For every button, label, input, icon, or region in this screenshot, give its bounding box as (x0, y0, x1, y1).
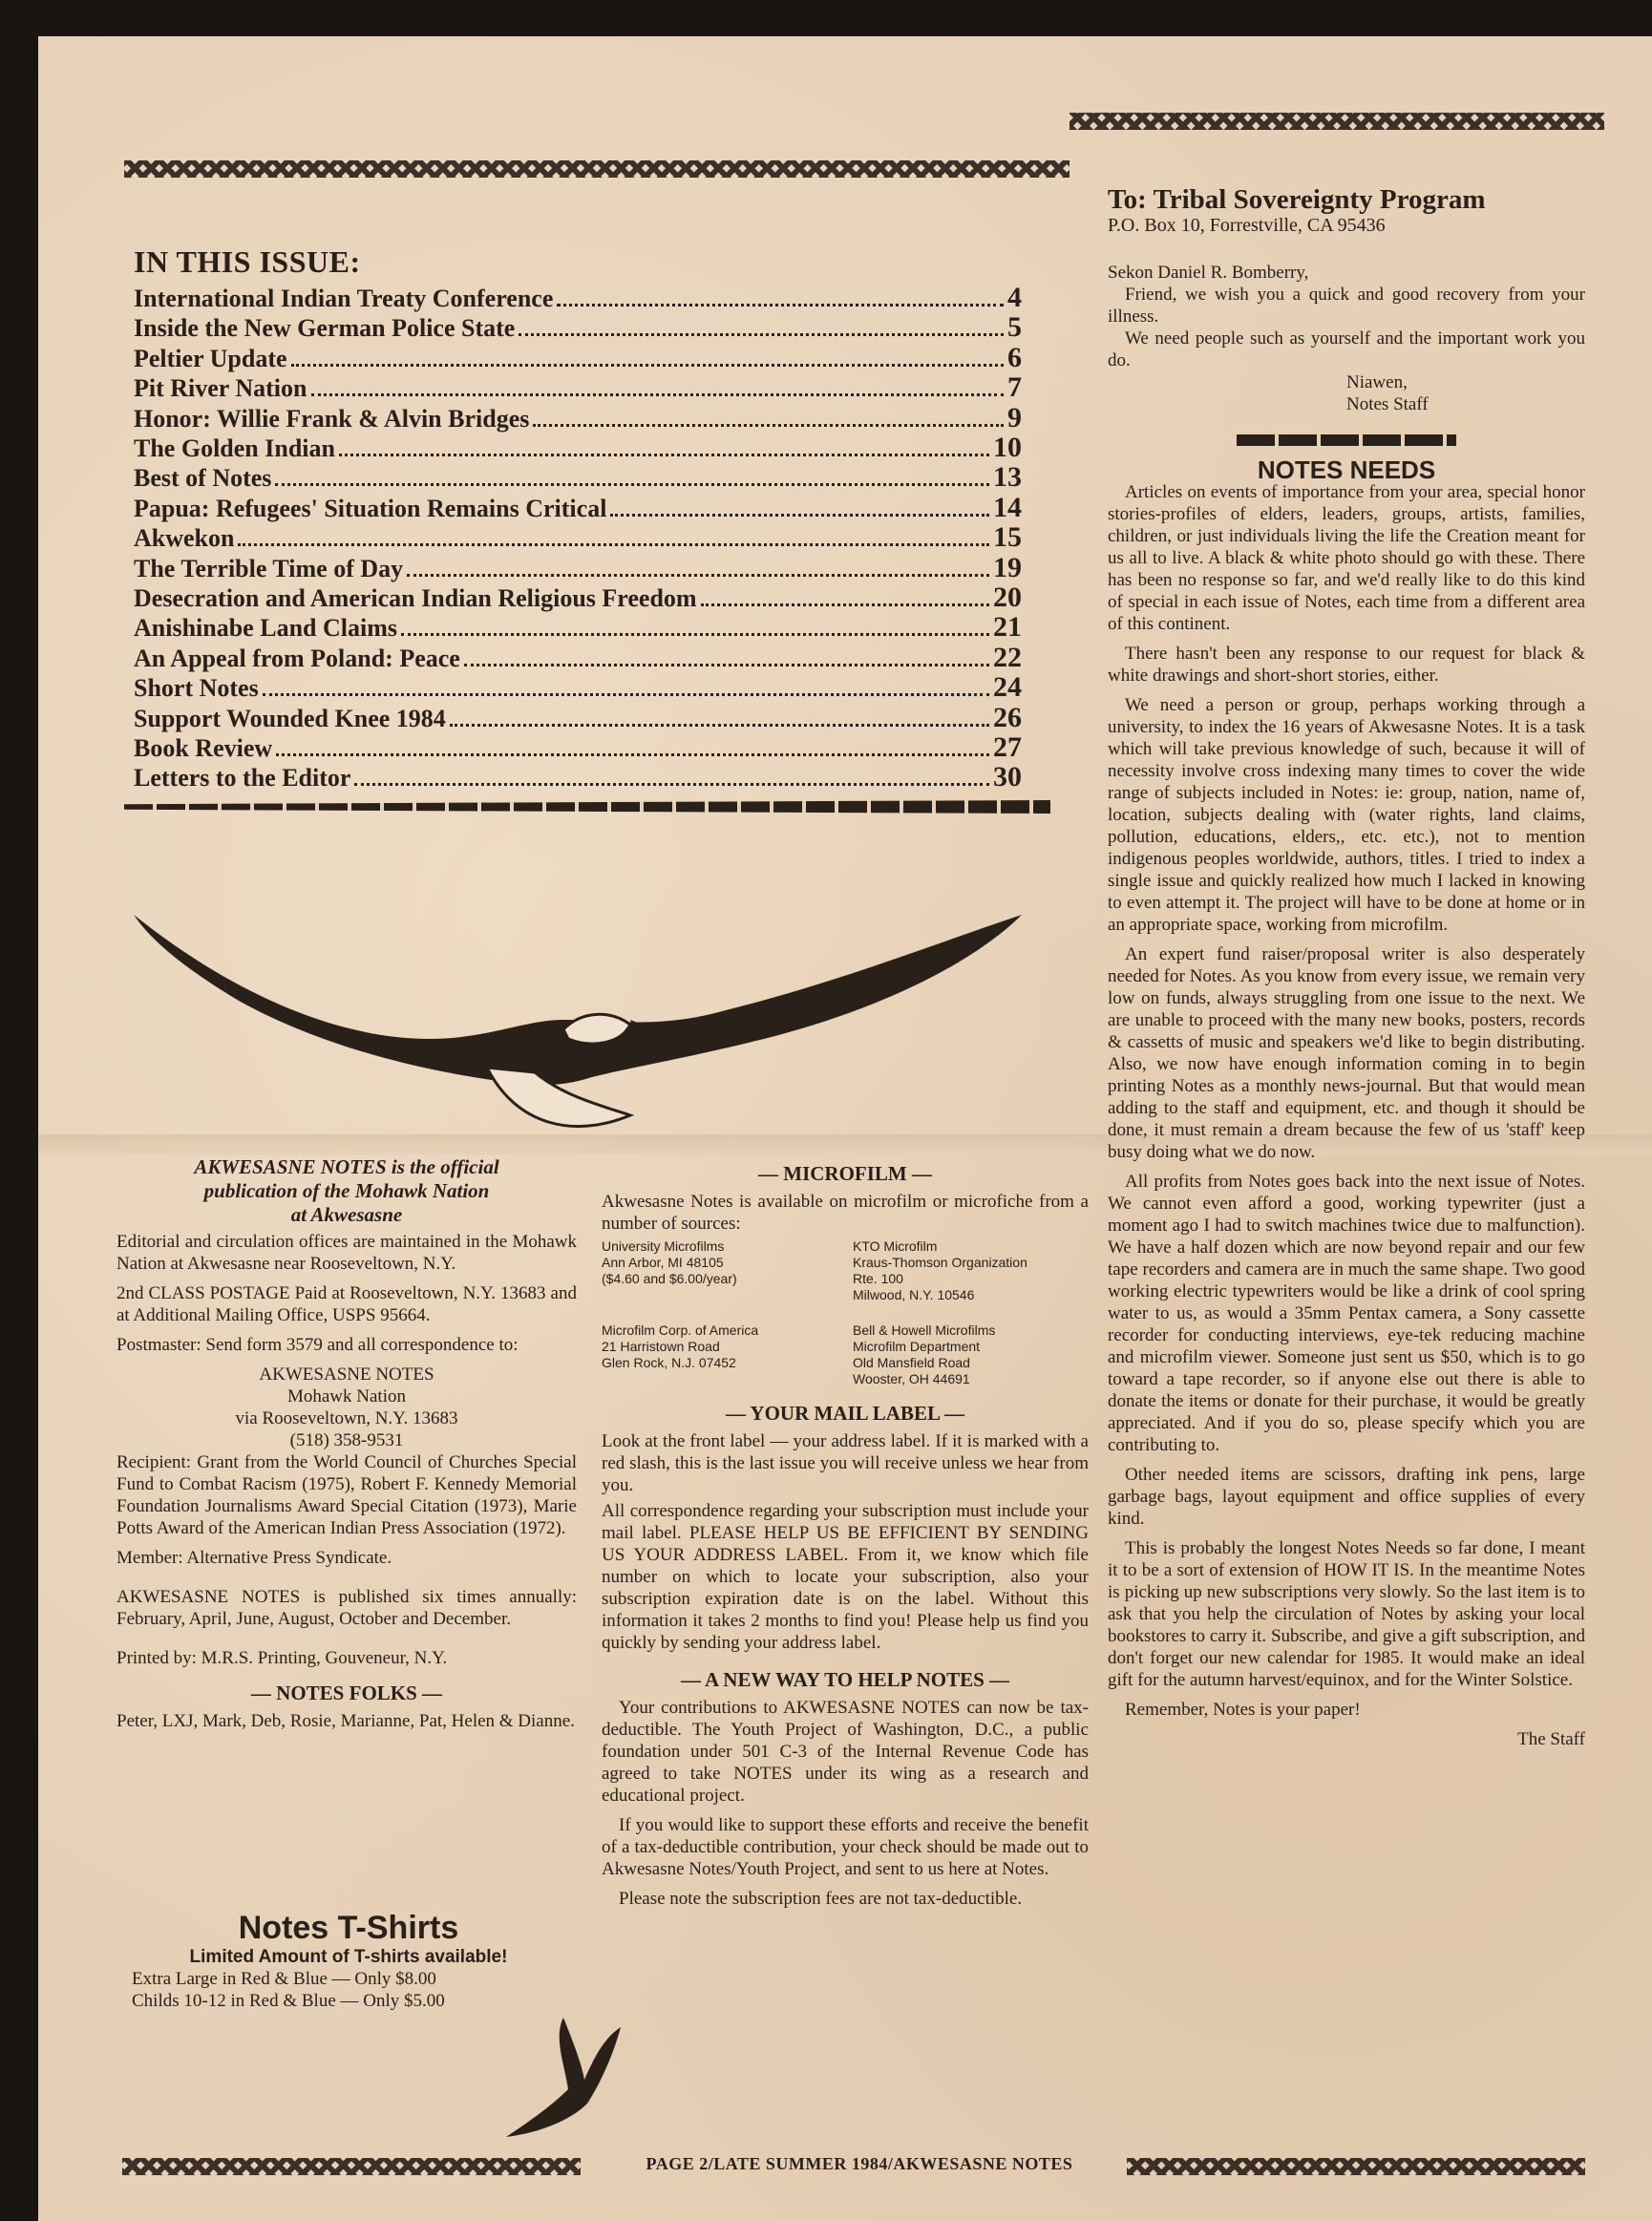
dot-leader (450, 707, 989, 727)
new-way-text: Please note the subscription fees are not tax-deductible. (619, 1889, 1023, 1909)
dot-leader (339, 436, 989, 456)
contents-item-title: An Appeal from Poland: Peace (134, 644, 460, 672)
microfilm-source: Microfilm Corp. of America 21 Harristown Road Glen Rock, N.J. 07452 (602, 1322, 759, 1370)
contents-item-page: 6 (1007, 341, 1022, 373)
contents-item-title: Inside the New German Police State (134, 314, 516, 343)
mail-label-heading: — YOUR MAIL LABEL — (725, 1402, 965, 1425)
microfilm-heading: — MICROFILM — (758, 1162, 932, 1185)
notes-folks-heading: — NOTES FOLKS — (250, 1682, 443, 1704)
contents-item-title: Short Notes (134, 674, 259, 703)
contents-item (134, 521, 1022, 554)
postmaster-text: Postmaster: Send form 3579 and all correspondence to: (116, 1335, 519, 1355)
contents-divider (124, 800, 1050, 814)
contents-item-page: 10 (993, 432, 1022, 463)
notes-needs-heading: NOTES NEEDS (1257, 455, 1436, 484)
contents-item (134, 552, 1022, 582)
dot-leader (276, 736, 989, 756)
contents-item-page: 26 (993, 701, 1022, 733)
contents-item (134, 642, 1022, 671)
new-way-heading: — A NEW WAY TO HELP NOTES — (680, 1668, 1010, 1691)
eagle-illustration (115, 877, 1041, 1153)
dot-leader (291, 347, 1004, 367)
letter-text: We need people such as yourself and the important work you do. (1108, 328, 1585, 370)
notes-needs-signature: The Staff (1517, 1729, 1585, 1749)
notes-needs-text: There hasn't been any response to our request for black & white drawings and short-short stories, either. (1108, 644, 1585, 686)
tshirt-price-child: Childs 10-12 in Red & Blue — Only $5.00 (132, 1991, 445, 2011)
contents-item (134, 432, 1022, 461)
notes-needs-text: Remember, Notes is your paper! (1125, 1700, 1361, 1720)
dot-leader (464, 646, 989, 666)
tribal-address: P.O. Box 10, Forrestville, CA 95436 (1108, 215, 1386, 236)
contents-item-title: International Indian Treaty Conference (134, 285, 554, 312)
letter-text: Friend, we wish you a quick and good recovery from your illness. (1108, 285, 1585, 327)
publication-title (116, 1155, 577, 1227)
microfilm-source: Bell & Howell Microfilms Microfilm Department Old Mansfield Road Wooster, OH 44691 (853, 1322, 996, 1386)
middle-column (602, 1163, 1089, 1917)
publication-info-column (116, 1155, 577, 1740)
address-line: AKWESASNE NOTES (259, 1364, 434, 1385)
new-way-text: Your contributions to AKWESASNE NOTES can now be tax-deductible. The Youth Project of Washington, D.C., a public foundation under 501 C-3 of the Internal Revenue Code has agreed to take NOTES under its wing as a research and educational project. (602, 1698, 1089, 1806)
notes-needs-text: An expert fund raiser/proposal writer is also desperately needed for Notes. As you know from every issue, we remain very low on funds, always struggling from one issue to the next. We are unable to proceed with the many new books, posters, records & cassetts of music and speakers we'd like to begin distributing. Also, we now have enough information coming in to begin printing Notes as a monthly news-journal. But that would mean adding to the staff and equipment, etc. and though it should be done, it must remain a dream because the few of us 'staff' keep busy doing what we do now. (1108, 944, 1585, 1162)
publication-title-line: AKWESASNE NOTES is the official (194, 1155, 499, 1178)
microfilm-intro: Akwesasne Notes is available on microfilm or microfiche from a number of sources: (602, 1192, 1089, 1234)
tshirts-heading: Notes T-Shirts (238, 1910, 459, 1946)
contents-item (134, 671, 1022, 704)
contents-item-page: 4 (1007, 282, 1022, 313)
contents-heading: IN THIS ISSUE: (134, 244, 361, 279)
contents-item-title: Letters to the Editor (134, 764, 351, 793)
top-left-border (124, 160, 1070, 178)
contents-item (134, 282, 1022, 311)
microfilm-source: University Microfilms Ann Arbor, MI 48105 ($4.60 and $6.00/year) (602, 1238, 737, 1286)
publication-title-line: at Akwesasne (290, 1203, 403, 1226)
contents-item-title: Best of Notes (134, 464, 272, 493)
contents-item-page: 27 (993, 731, 1022, 763)
address-line: via Rooseveltown, N.Y. 13683 (235, 1408, 458, 1428)
page-footer: PAGE 2/LATE SUMMER 1984/AKWESASNE NOTES (646, 2154, 1073, 2173)
footer-left-border (122, 2158, 581, 2175)
mail-label-text: Look at the front label — your address label. If it is marked with a red slash, this is the last issue you will receive unless we hear from you. (602, 1431, 1089, 1495)
microfilm-sources (602, 1238, 1089, 1387)
notes-needs-text: This is probably the longest Notes Needs so far done, I meant it to be a sort of extension of HOW IT IS. In the meantime Notes is picking up new subscriptions very slowly. So the last item is to ask that you help the circulation of Notes by asking your local bookstores to carry it. Subscribe, and give a gift subscription, and don't forget our new calendar for 1985. It would make an ideal gift for the autumn harvest/equinox, and for the Winter Solstice. (1108, 1538, 1585, 1690)
contents-section (134, 244, 1031, 797)
contents-item-page: 13 (993, 461, 1022, 494)
notes-needs-text: All profits from Notes goes back into the next issue of Notes. We cannot even afford a good, working typewriter (just a moment ago I had to switch machines twice due to malfunction). We have a half dozen which are now beyond repair and our few tape recorders and camera are in much the same shape. Two good working electric typewriters would be like a drink of cool spring water to us, as would a 35mm Pentax camera, a Sony cassette recorder for conducting interviews, eye-tek reducing machine and microfilm viewer. Someone just sent us $50, which is to go toward a tape recorder, so if anyone else out there is able to donate the items or donate for their purchase, it would be greatly appreciated. And if you do so, please specify which you are contributing to. (1108, 1172, 1585, 1455)
tshirts-section (124, 1910, 573, 2012)
crane-illustration (497, 2013, 640, 2147)
mailing-address (116, 1364, 577, 1451)
needs-divider (1237, 434, 1456, 446)
contents-item-title: Akwekon (134, 524, 235, 553)
dot-leader (407, 557, 989, 577)
contents-item-page: 15 (993, 521, 1022, 554)
new-way-text: If you would like to support these efforts and receive the benefit of a tax-deductible contribution, your check should be made out to Akwesasne Notes/Youth Project, and sent to us here at Notes. (602, 1815, 1089, 1879)
contents-item (134, 611, 1022, 644)
tribal-heading: To: Tribal Sovereignty Program (1108, 184, 1486, 215)
contents-item (134, 761, 1022, 791)
contents-item (134, 461, 1022, 494)
contents-item (134, 702, 1022, 731)
footer-right-border (1127, 2158, 1585, 2175)
right-column (1108, 184, 1585, 1750)
address-line: Mohawk Nation (286, 1386, 406, 1407)
contents-item-page: 19 (993, 551, 1022, 583)
contents-item-page: 22 (993, 641, 1022, 673)
contents-item (134, 731, 1022, 761)
contents-item-title: Honor: Willie Frank & Alvin Bridges (134, 404, 530, 433)
contents-item (134, 311, 1022, 344)
dot-leader (610, 497, 989, 517)
contents-item-page: 30 (993, 761, 1022, 793)
awards-text: Recipient: Grant from the World Council of Churches Special Fund to Combat Racism (1975), Robert F. Kennedy Memorial Foundation Journalisms Award Special Citation (1973), Marie Potts Award of the American Indian Press Association (1972). (116, 1452, 577, 1538)
contents-item (134, 582, 1022, 611)
contents-item-title: Book Review (134, 734, 273, 762)
contents-item-page: 14 (993, 491, 1022, 523)
letter-salutation: Sekon Daniel R. Bomberry, (1108, 263, 1309, 283)
top-right-border (1070, 113, 1604, 130)
mail-label-text: All correspondence regarding your subscription must include your mail label. PLEASE HELP US BE EFFICIENT BY SENDING US YOUR ADDRESS LABEL. From it, we know which file number on which to locate your subscription, also your subscription expiration date is on the label. Without this information it takes 2 months to find you! Please help us find you quickly by sending your address label. (602, 1501, 1089, 1653)
contents-item-title: The Golden Indian (134, 434, 335, 462)
newspaper-page (38, 36, 1652, 2221)
notes-needs-text: Other needed items are scissors, drafting ink pens, large garbage bags, layout equipment and office supplies of every kind. (1108, 1465, 1585, 1529)
contents-item-page: 21 (993, 611, 1022, 644)
contents-item-page: 9 (1007, 401, 1022, 434)
dot-leader (263, 676, 989, 696)
notes-needs-text: We need a person or group, perhaps working through a university, to index the 16 years of Akwesasne Notes. It is a task which will take previous knowledge of such, because it will of necessity involve cross indexing many times to cover the wide range of subjects included in Notes: ie: group, nation, name of, location, subjects dealing with (water rights, land claims, pollution, educations, elders,, etc. etc.), not to mention indigenous peoples worldwide, authors, titles. I tried to index a single issue and quickly realized how much I lacked in knowing to even attempt it. The project will have to be done at home or in an appropriate space, working from microfilm. (1108, 695, 1585, 935)
contents-item-title: Papua: Refugees' Situation Remains Critical (134, 494, 607, 522)
microfilm-source: KTO Microfilm Kraus-Thomson Organization Rte. 100 Milwood, N.Y. 10546 (853, 1238, 1027, 1302)
contents-item-title: Support Wounded Knee 1984 (134, 704, 446, 732)
offices-text: Editorial and circulation offices are maintained in the Mohawk Nation at Akwesasne near Rooseveltown, N.Y. (116, 1232, 577, 1274)
contents-item-page: 5 (1007, 311, 1022, 344)
dot-leader (354, 766, 989, 786)
contents-item (134, 342, 1022, 371)
tshirt-price-adult: Extra Large in Red & Blue — Only $8.00 (132, 1969, 436, 1989)
notes-folks-list: Peter, LXJ, Mark, Deb, Rosie, Marianne, Pat, Helen & Dianne. (116, 1711, 575, 1731)
contents-item (134, 371, 1022, 404)
publication-title-line: publication of the Mohawk Nation (203, 1179, 490, 1202)
contents-item (134, 402, 1022, 432)
dot-leader (533, 407, 1004, 427)
contents-list (134, 282, 1031, 797)
dot-leader (401, 616, 989, 636)
notes-needs-text: Articles on events of importance from your area, special honor stories-profiles of elders, leaders, groups, artists, families, children, or just individuals living the life the Creation meant for us all to live. A black & white photo should go with these. There has been no response so far, and we'd really like to do this kind of special in each issue of Notes, each time from a different area of this continent. (1108, 482, 1585, 634)
printer-text: Printed by: M.R.S. Printing, Gouveneur, N.Y. (116, 1648, 448, 1668)
contents-item-page: 20 (993, 582, 1022, 613)
tshirts-subheading: Limited Amount of T-shirts available! (189, 1947, 508, 1967)
contents-item-title: Peltier Update (134, 344, 287, 372)
dot-leader (311, 376, 1005, 396)
postage-text: 2nd CLASS POSTAGE Paid at Rooseveltown, N.Y. 13683 and at Additional Mailing Office, USPS 95664. (116, 1283, 577, 1325)
dot-leader (701, 586, 989, 606)
contents-item-title: Anishinabe Land Claims (134, 614, 397, 643)
phone-number: (518) 358-9531 (289, 1430, 404, 1450)
schedule-text: AKWESASNE NOTES is published six times annually: February, April, June, August, October and December. (116, 1587, 577, 1629)
letter-closing: Niawen, (1346, 372, 1408, 392)
contents-item (134, 492, 1022, 521)
contents-item-title: Desecration and American Indian Religious Freedom (134, 584, 697, 612)
letter-signature: Notes Staff (1346, 394, 1429, 414)
contents-item-title: The Terrible Time of Day (134, 554, 404, 582)
contents-item-page: 7 (1007, 371, 1022, 404)
dot-leader (519, 316, 1004, 336)
dot-leader (238, 526, 989, 546)
dot-leader (275, 466, 989, 486)
contents-item-title: Pit River Nation (134, 374, 307, 403)
contents-item-page: 24 (993, 671, 1022, 704)
dot-leader (557, 286, 1004, 307)
membership-text: Member: Alternative Press Syndicate. (116, 1548, 392, 1568)
